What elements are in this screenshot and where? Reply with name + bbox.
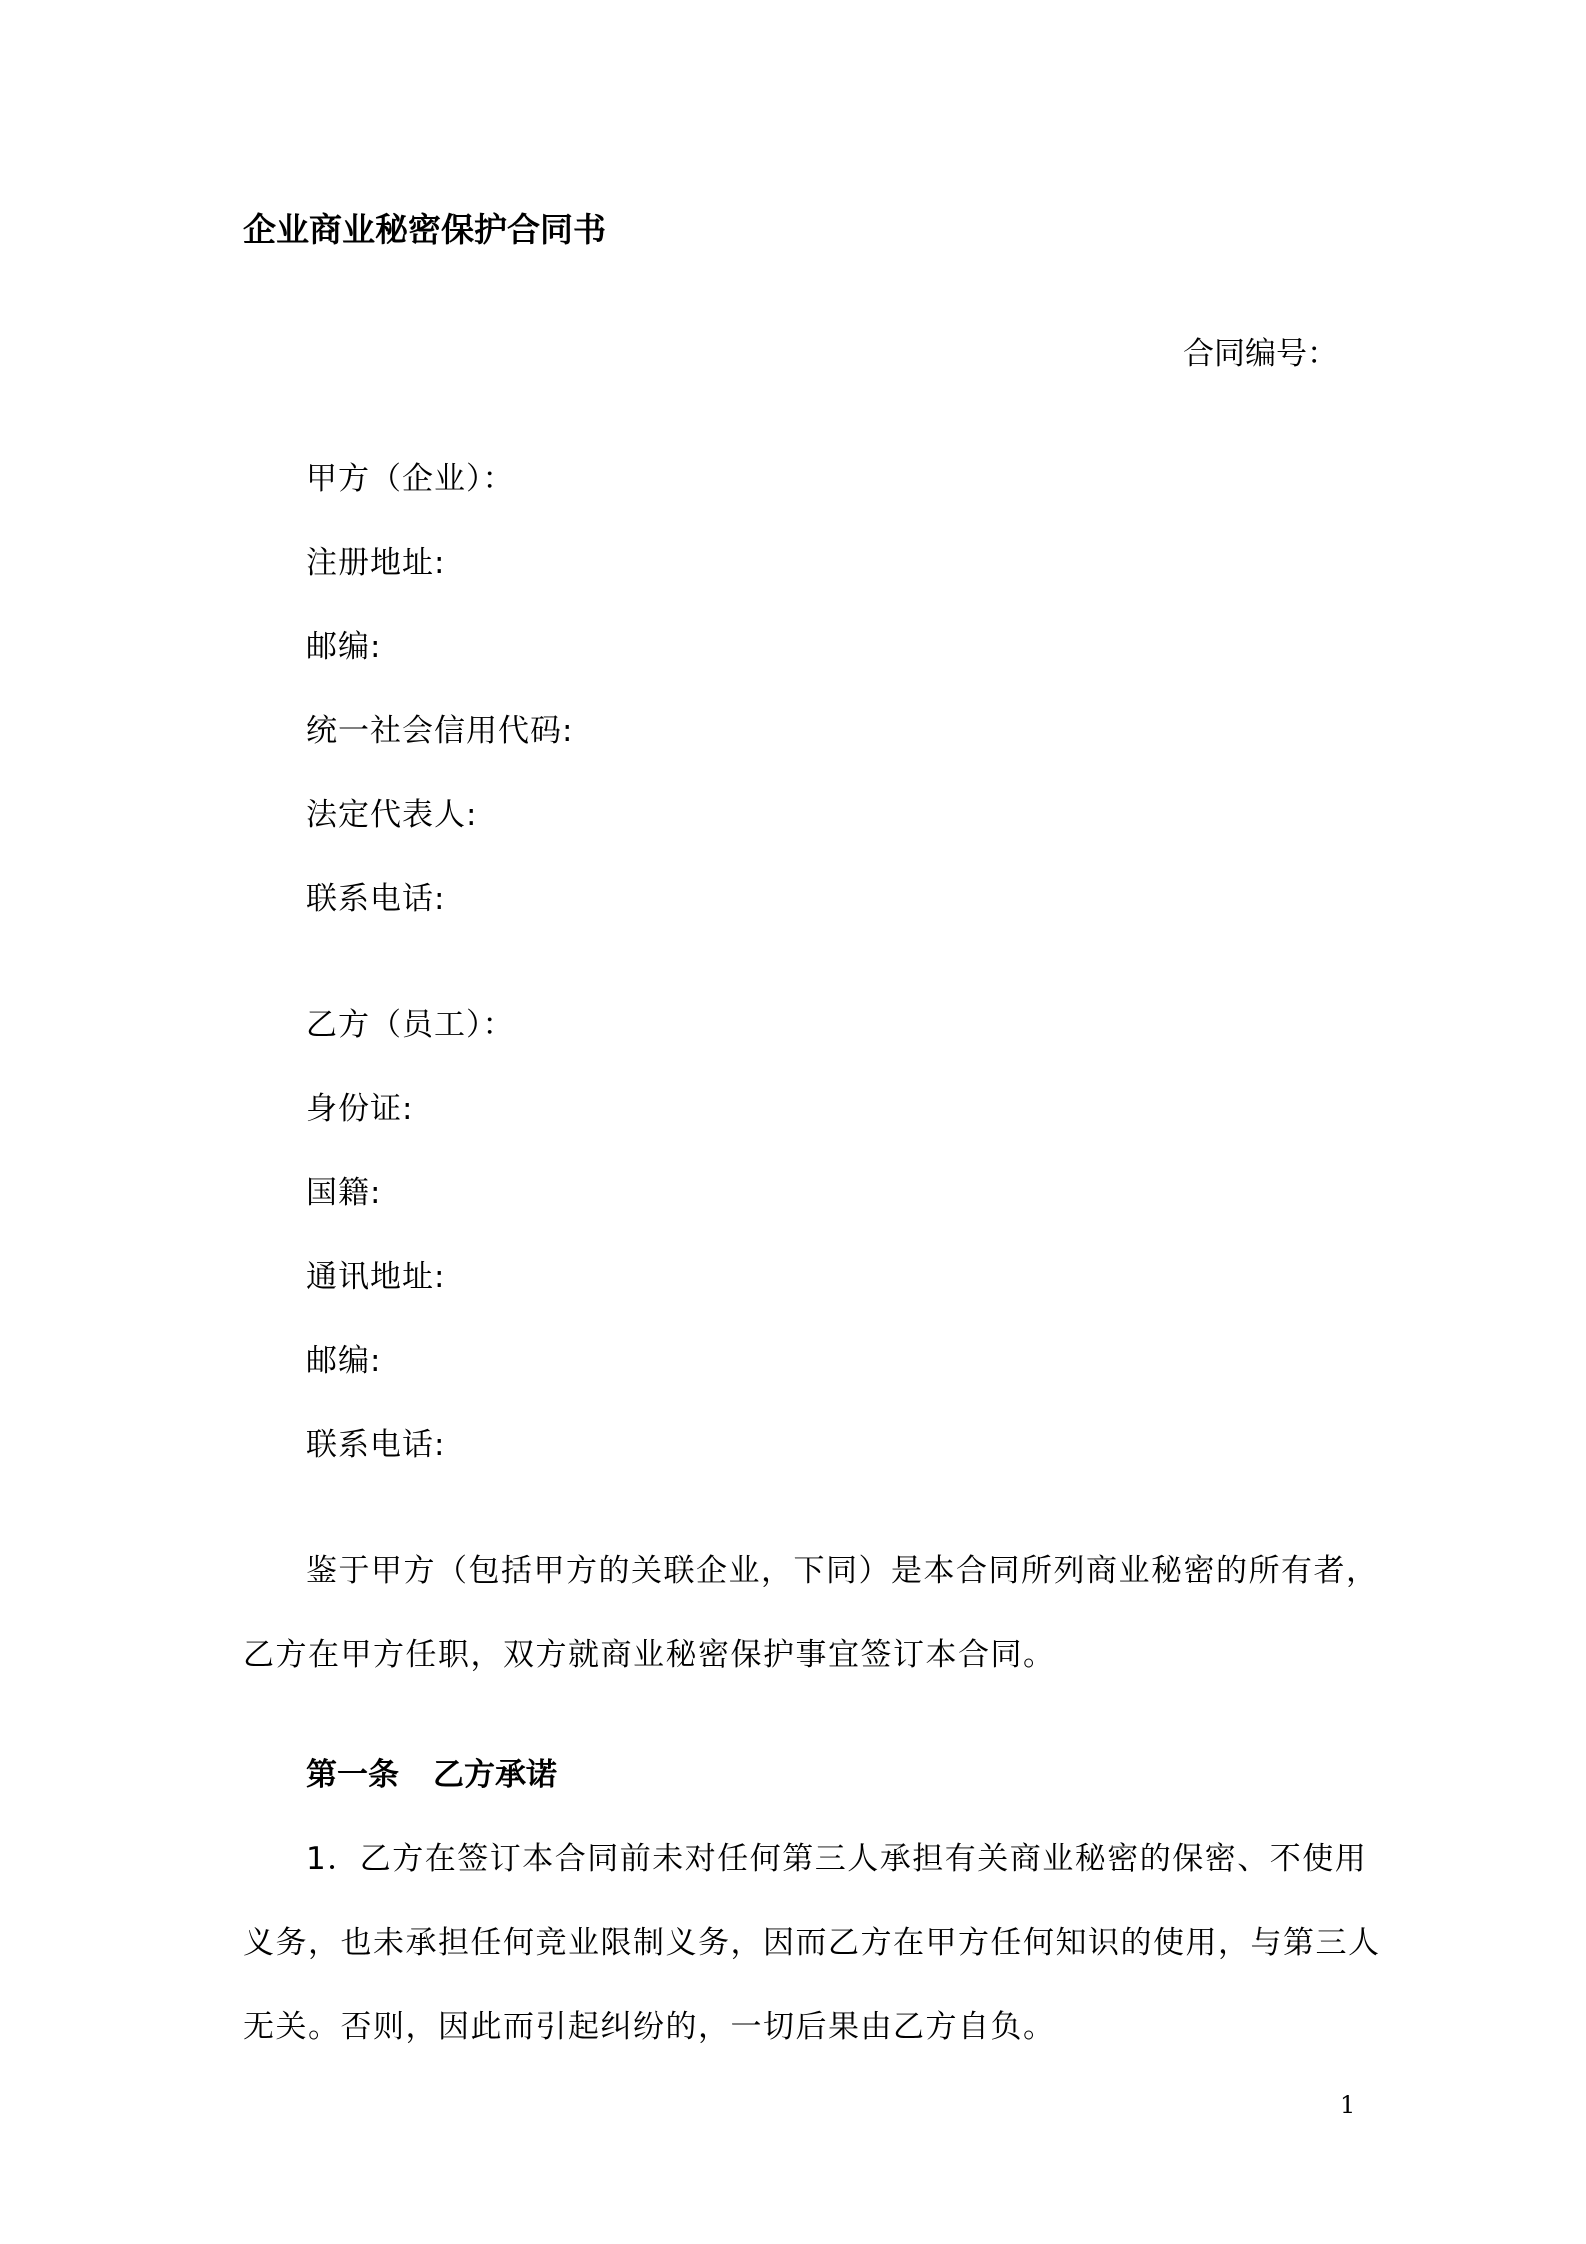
preamble-line-2: 乙方在甲方任职，双方就商业秘密保护事宜签订本合同。 [243,1637,1056,1673]
article-1-number: 第一条 [306,1757,399,1793]
party-a-credit-code: 统一社会信用代码: [306,713,574,749]
article-1-clause-1-line-3: 无关。否则，因此而引起纠纷的，一切后果由乙方自负。 [243,2009,1056,2045]
preamble-line-1: 鉴于甲方（包括甲方的关联企业，下同）是本合同所列商业秘密的所有者， [306,1553,1379,1589]
article-1-clause-1-line-1: 1．乙方在签订本合同前未对任何第三人承担有关商业秘密的保密、不使用 [306,1841,1368,1877]
party-b-heading: 乙方（员工）： [306,1007,515,1043]
party-a-heading: 甲方（企业）： [306,461,515,497]
party-b-id-card: 身份证: [306,1091,414,1127]
party-a-postcode: 邮编: [306,629,382,665]
article-1-clause-1-line-2: 义务，也未承担任何竞业限制义务，因而乙方在甲方任何知识的使用，与第三人 [243,1925,1381,1961]
party-a-phone: 联系电话: [306,881,446,917]
party-a-legal-representative: 法定代表人: [306,797,478,833]
page-number: 1 [1340,2091,1356,2119]
party-a-registered-address: 注册地址: [306,545,446,581]
party-b-phone: 联系电话: [306,1427,446,1463]
party-b-nationality: 国籍: [306,1175,382,1211]
contract-number-label: 合同编号： [1183,336,1338,372]
party-b-postcode: 邮编: [306,1343,382,1379]
document-title: 企业商业秘密保护合同书 [243,210,606,249]
party-b-mailing-address: 通讯地址: [306,1259,446,1295]
article-1-name: 乙方承诺 [433,1757,557,1793]
article-1-heading [306,1755,557,1795]
